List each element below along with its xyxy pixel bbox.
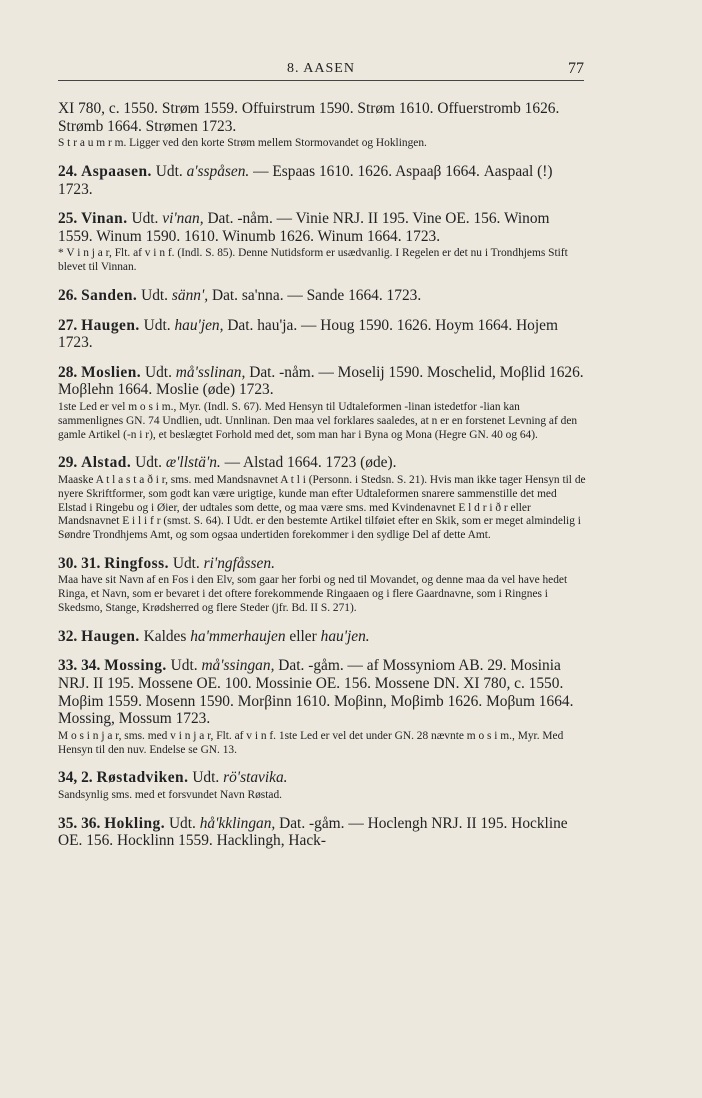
entry-number: 32.	[58, 627, 78, 645]
entry-pronunciation: vi'nan,	[162, 210, 204, 228]
entry-28	[58, 364, 586, 443]
entry-note: * V i n j a r, Flt. af v i n f. (Indl. S. 85). Denne Nutidsform er usædvanlig. I Regelen er det nu i Trondhjems Stift blevet til Vinnan.	[58, 247, 568, 274]
entry-text: XI 780, c. 1550. Strøm 1559. Offuirstrum 1590. Strøm 1610. Offuerstromb 1626. Strømb 1664. Strømen 1723.	[58, 100, 560, 135]
entry-pronunciation: rö'stavika.	[223, 769, 288, 787]
entry-25	[58, 210, 586, 275]
entry-note: Sandsynlig sms. med et forsvundet Navn Røstad.	[58, 789, 282, 802]
entry-note: Maaske A t l a s t a ð i r, sms. med Mandsnavnet A t l i (Personn. i Stedsn. S. 21). Hvis man ikke tager Hensyn til de nyere Skriftformer, som godt kan være urigtige, kunde man efter Udtaleformen snarere sammenstille det med Elstad i Ringebu og i Øier, der udtales som dette, og maa være sms. med Kvindenavnet E l d r i ð r eller Mandsnavnet E i l i f r (smst. S. 64). I Udt. er den bestemte Artikel tilføiet efter en Skik, som er meget almindelig i Søndre Trondhjems Amt, og som ogsaa undertiden forekommer i den sydlige Del af dette Amt.	[58, 473, 586, 542]
entry-pronunciation: hau'jen,	[174, 316, 224, 334]
entry-note: 1ste Led er vel m o s i m., Myr. (Indl. S. 67). Med Hensyn til Udtaleformen -linan istedetfor -lian kan sammenlignes GN. 74 Undlien, udt. Unnlinan. Den maa vel forklares saaledes, at n er en forstenet Levning af den gamle Artikel (-n i r), et beslægtet Forhold med det, som man har i Byna og Mona (Hegre GN. 40 og 64).	[58, 400, 578, 441]
entry-text: Dat. -gåm. — Hoclengh NRJ. II 195. Hockline OE. 156. Hocklinn 1559. Hacklingh, Hack-	[58, 814, 568, 850]
entry-headword: Aspaasen.	[81, 162, 152, 180]
entry-headword: Sanden.	[81, 286, 138, 304]
entry-pronunciation-alt: hau'jen.	[320, 627, 370, 645]
entry-number: 33. 34.	[58, 657, 101, 675]
entry-text: Udt.	[168, 814, 200, 832]
entry-34-2	[58, 769, 586, 802]
entry-27	[58, 317, 586, 352]
entry-text: Kaldes	[143, 627, 191, 645]
entry-headword: Haugen.	[81, 316, 140, 334]
entry-text: Udt.	[192, 769, 224, 787]
entry-pronunciation: sänn',	[171, 286, 209, 304]
entry-headword: Vinan.	[81, 210, 128, 228]
entry-text: Udt.	[143, 316, 175, 334]
entry-note: M o s i n j a r, sms. med v i n j a r, Flt. af v i n f. 1ste Led er vel det under GN. 28 nævnte m o s i m., Myr. Med Hensyn til den nuv. Endelse se GN. 13.	[58, 729, 564, 756]
entry-note: S t r a u m r m. Ligger ved den korte Strøm mellem Stormovandet og Hoklingen.	[58, 137, 427, 150]
entry-pronunciation: må'ssingan,	[201, 657, 275, 675]
page-number: 77	[568, 60, 584, 77]
chapter-title: 8. AASEN	[287, 61, 355, 76]
entry-number: 27.	[58, 316, 78, 334]
entry-text: eller	[285, 627, 321, 645]
entry-text: Dat. -nåm. — Vinie NRJ. II 195. Vine OE. 156. Winom 1559. Winum 1590. 1610. Winumb 1626. Winum 1664. 1723.	[58, 210, 550, 245]
entry-number: 35. 36.	[58, 814, 101, 832]
entry-text: Udt.	[155, 162, 187, 180]
entry-text: Udt.	[131, 210, 163, 228]
entry-pronunciation: ha'mmerhaujen	[190, 627, 286, 645]
entry-number: 29.	[58, 454, 78, 472]
entry-pronunciation: ri'ngfåssen.	[203, 554, 275, 572]
entry-headword: Haugen.	[81, 627, 140, 645]
entry-text: Dat. hau'ja. — Houg 1590. 1626. Hoym 1664. Hojem 1723.	[58, 316, 558, 352]
entry-32	[58, 628, 586, 646]
entry-number: 28.	[58, 363, 78, 381]
entry-number: 25.	[58, 210, 78, 228]
entry-text: — Espaas 1610. 1626. Aspaaβ 1664. Aaspaal (!) 1723.	[58, 162, 553, 198]
entry-35-36	[58, 815, 586, 850]
entry-text: Udt.	[170, 657, 202, 675]
entry-29	[58, 454, 586, 543]
entry-text: — Alstad 1664. 1723 (øde).	[220, 454, 397, 472]
entry-text: Udt.	[135, 454, 166, 472]
entry-headword: Hokling.	[104, 814, 166, 832]
entry-headword: Moslien.	[81, 363, 142, 381]
entry-pronunciation: hå'kklingan,	[199, 814, 276, 832]
entry-text: Dat. -gåm. — af Mossyniom AB. 29. Mosinia NRJ. II 195. Mossene OE. 100. Mossinie OE. 156. Mossene DN. XI 780, c. 1550. Moβim 1559. Mosenn 1590. Morβinn 1610. Moβinn, Moβimb 1626. Moβum 1664. Mossing, Mossum 1723.	[58, 657, 574, 728]
entry-number: 26.	[58, 286, 78, 304]
entry-30-31	[58, 555, 586, 616]
entry-text: Dat. -nåm. — Moselij 1590. Moschelid, Moβlid 1626. Moβlehn 1664. Moslie (øde) 1723.	[58, 363, 584, 399]
entry-33-34	[58, 657, 586, 757]
page-body	[58, 100, 586, 862]
entry-note: Maa have sit Navn af en Fos i den Elv, som gaar her forbi og ned til Movandet, og denne maa da vel have hedet Ringa, et Navn, som er bevaret i det oftere forekommende Ringaaen og i flere Gaardnavne, som i Ringnes i Skedsmo, Stange, Krødsherred og flere Steder (jfr. Bd. II S. 271).	[58, 574, 568, 615]
entry-number: 30. 31.	[58, 554, 101, 572]
entry-number: 34, 2.	[58, 769, 93, 787]
entry-headword: Alstad.	[81, 454, 132, 472]
running-header	[58, 58, 584, 81]
entry-text: Udt.	[144, 363, 176, 381]
entry-pronunciation: æ'llstä'n.	[165, 454, 221, 472]
entry-continuation	[58, 100, 586, 151]
entry-pronunciation: a'sspåsen.	[186, 162, 250, 180]
entry-26	[58, 287, 586, 305]
entry-24	[58, 163, 586, 198]
entry-text: Udt.	[141, 286, 172, 304]
entry-text: Dat. sa'nna. — Sande 1664. 1723.	[208, 286, 422, 304]
entry-number: 24.	[58, 162, 78, 180]
entry-headword: Røstadviken.	[96, 769, 189, 787]
entry-headword: Mossing.	[104, 657, 167, 675]
entry-text: Udt.	[172, 554, 204, 572]
entry-headword: Ringfoss.	[104, 554, 169, 572]
entry-pronunciation: må'sslinan,	[175, 363, 246, 381]
